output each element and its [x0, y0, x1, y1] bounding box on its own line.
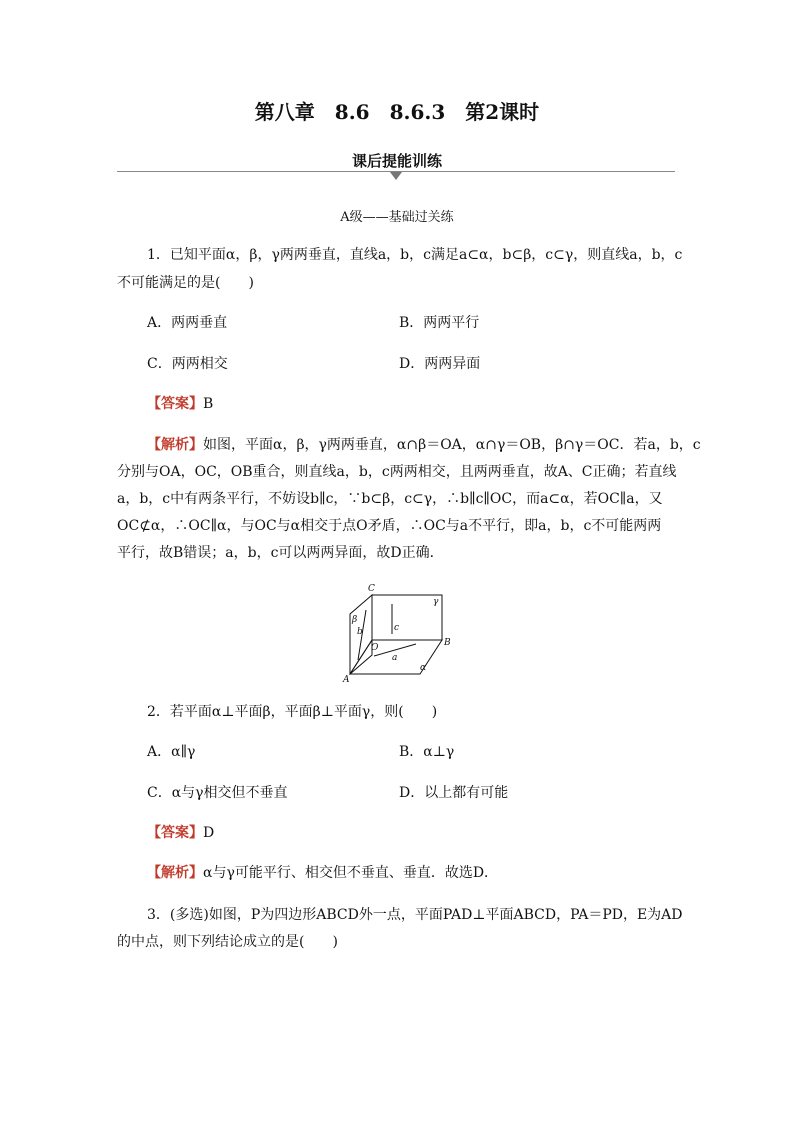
q1-answer — [147, 391, 213, 418]
answer-tag: 【答案】 — [147, 396, 203, 412]
label-c: c — [394, 623, 400, 633]
q1-stem-line1: 1．已知平面α，β，γ两两垂直，直线a，b，c满足a⊂α，b⊂β，c⊂γ，则直线a，b，c — [147, 247, 683, 263]
analysis-text: 如图，平面α，β，γ两两垂直，α∩β＝OA，α∩γ＝OB，β∩γ＝OC．若a，b，c — [203, 437, 701, 453]
analysis-tag: 【解析】 — [147, 437, 203, 453]
label-A: A — [343, 675, 350, 685]
answer-value: B — [203, 396, 214, 412]
q1-option-d: D．两两异面 — [399, 356, 481, 372]
label-O: O — [371, 643, 379, 653]
line-oa — [350, 640, 372, 674]
label-gamma: γ — [433, 597, 439, 607]
q1-analysis-line3: a，b，c中有两条平行，不妨设b∥c，∵b⊂β，c⊂γ，∴b∥c∥OC，而a⊂α，若OC∥a，又 — [117, 491, 663, 507]
label-alpha: α — [420, 663, 427, 673]
q1-option-a: A．两两垂直 — [147, 315, 228, 331]
label-C: C — [368, 584, 375, 594]
q1-analysis-line2: 分别与OA，OC，OB重合，则直线a，b，c两两相交，且两两垂直，故A、C正确；若直线 — [117, 464, 677, 480]
section-subtitle: 课后提能训练 — [351, 152, 442, 170]
q2-stem: 2．若平面α⊥平面β，平面β⊥平面γ，则( ) — [147, 704, 438, 720]
analysis-tag: 【解析】 — [147, 865, 203, 881]
q1-analysis-line4: OC⊄α，∴OC∥α，与OC与α相交于点O矛盾，∴OC与a不平行，即a，b，c不可能两两 — [117, 518, 662, 534]
q2-analysis — [147, 860, 498, 887]
q3-stem-line1: 3．(多选)如图，P为四边形ABCD外一点，平面PAD⊥平面ABCD，PA＝PD，E为AD — [147, 907, 683, 923]
q1-option-b: B．两两平行 — [399, 315, 480, 331]
q2-option-d: D．以上都有可能 — [399, 785, 509, 801]
label-beta: β — [352, 615, 358, 625]
divider-triangle-icon — [390, 172, 402, 180]
label-a: a — [392, 653, 398, 663]
q2-answer — [147, 820, 214, 847]
analysis-text: α与γ可能平行、相交但不垂直、垂直．故选D． — [203, 865, 499, 881]
answer-value: D — [203, 825, 215, 841]
level-heading: A级——基础过关练 — [340, 210, 454, 225]
q2-option-c: C．α与γ相交但不垂直 — [147, 785, 288, 801]
label-b: b — [357, 627, 363, 637]
q1-analysis-line1 — [147, 432, 701, 459]
q1-analysis-line5: 平行，故B错误；a，b，c可以两两异面，故D正确． — [117, 545, 444, 561]
q3-stem-line2: 的中点，则下列结论成立的是( ) — [117, 934, 338, 950]
page-title: 第八章 8.6 8.6.3 第2课时 — [254, 100, 540, 124]
q2-option-b: B．α⊥γ — [399, 744, 455, 760]
answer-tag: 【答案】 — [147, 825, 203, 841]
label-B: B — [444, 638, 451, 648]
q1-stem-line2: 不可能满足的是( ) — [117, 275, 254, 291]
perpendicular-planes-figure — [336, 580, 466, 686]
plane-gamma — [372, 595, 442, 640]
q2-option-a: A．α∥γ — [147, 744, 196, 760]
q1-option-c: C．两两相交 — [147, 356, 228, 372]
